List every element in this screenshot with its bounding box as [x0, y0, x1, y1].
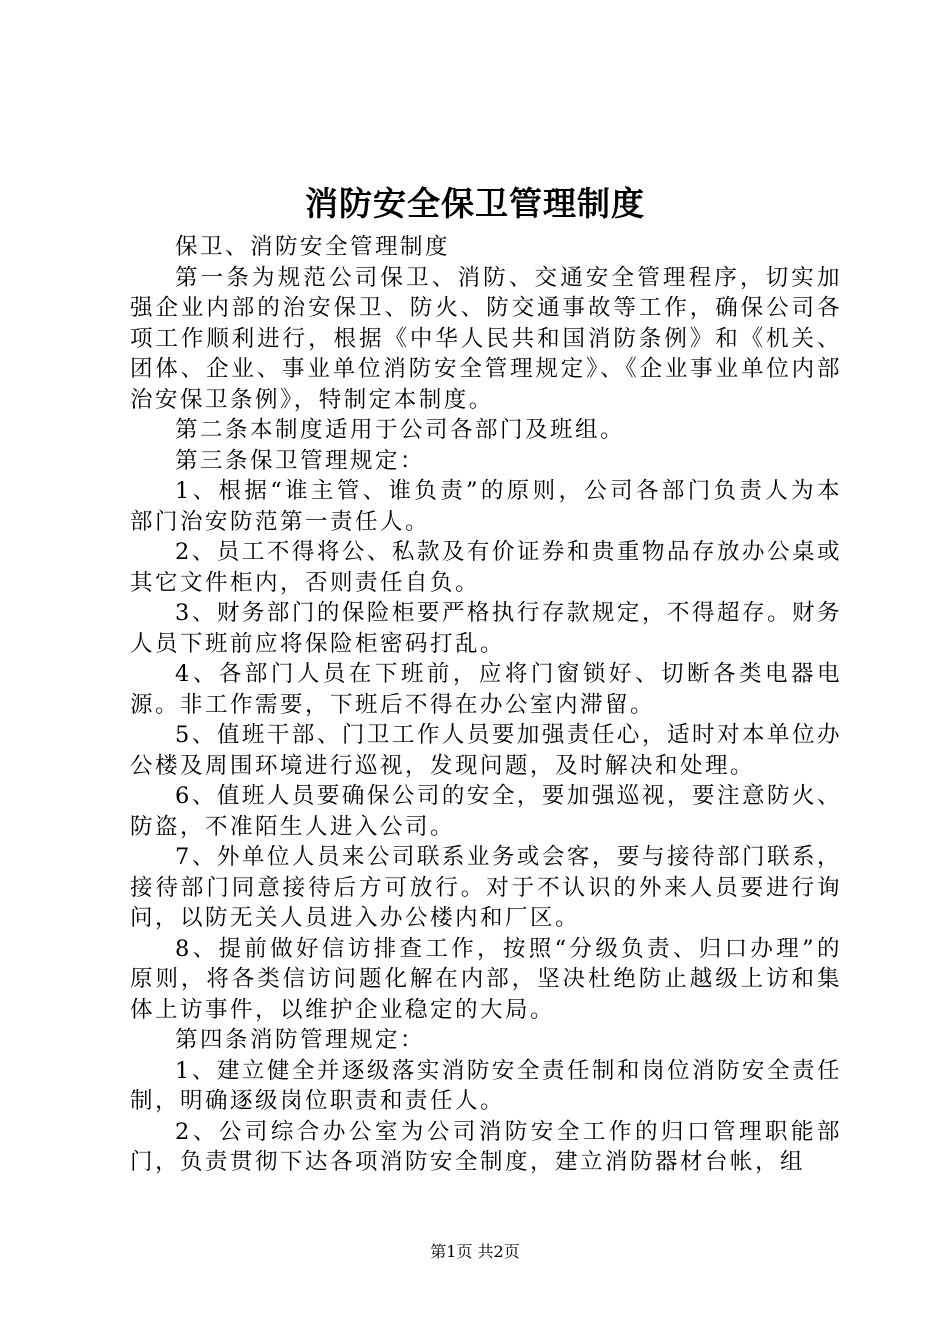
paragraph-fire-item-2: 2、公司综合办公室为公司消防安全工作的归口管理职能部门，负责贯彻下达各项消防安全制度，建立消防器材台帐，组	[130, 1118, 842, 1175]
paragraph-security-item-8: 8、提前做好信访排查工作，按照“分级负责、归口办理”的原则，将各类信访问题化解在内部，坚决杜绝防止越级上访和集体上访事件，以维护企业稳定的大局。	[130, 935, 842, 1023]
paragraph-security-item-7: 7、外单位人员来公司联系业务或会客，要与接待部门联系，接待部门同意接待后方可放行。对于不认识的外来人员要进行询问，以防无关人员进入办公楼内和厂区。	[130, 844, 842, 931]
paragraph-article-3: 第三条保卫管理规定：	[175, 447, 426, 474]
paragraph-heading: 保卫、消防安全管理制度	[175, 234, 451, 260]
paragraph-article-1: 第一条为规范公司保卫、消防、交通安全管理程序，切实加强企业内部的治安保卫、防火、防交通事故等工作，确保公司各项工作顺利进行，根据《中华人民共和国消防条例》和《机关、团体、企业、事业单位消防安全管理规定》、《企业事业单位内部治安保卫条例》，特制定本制度。	[130, 264, 842, 413]
paragraph-article-2: 第二条本制度适用于公司各部门及班组。	[175, 417, 626, 443]
paragraph-security-item-6: 6、值班人员要确保公司的安全，要加强巡视，要注意防火、防盗，不准陌生人进入公司。	[130, 783, 842, 840]
paragraph-fire-item-1: 1、建立健全并逐级落实消防安全责任制和岗位消防安全责任制，明确逐级岗位职责和责任人。	[130, 1057, 842, 1114]
paragraph-security-item-5: 5、值班干部、门卫工作人员要加强责任心，适时对本单位办公楼及周围环境进行巡视，发现问题，及时解决和处理。	[130, 722, 842, 779]
paragraph-security-item-2: 2、员工不得将公、私款及有价证券和贵重物品存放办公桌或其它文件柜内，否则责任自负。	[130, 539, 842, 596]
document-title: 消防安全保卫管理制度	[305, 184, 645, 223]
page-number-footer: 第1页 共2页	[430, 1242, 520, 1261]
document-body	[130, 232, 842, 1178]
paragraph-article-4: 第四条消防管理规定：	[175, 1027, 426, 1053]
paragraph-security-item-1: 1、根据“谁主管、谁负责”的原则，公司各部门负责人为本部门治安防范第一责任人。	[130, 478, 842, 535]
paragraph-security-item-3: 3、财务部门的保险柜要严格执行存款规定，不得超存。财务人员下班前应将保险柜密码打乱。	[130, 600, 842, 657]
paragraph-security-item-4: 4、各部门人员在下班前，应将门窗锁好、切断各类电器电源。非工作需要，下班后不得在办公室内滞留。	[130, 661, 842, 718]
